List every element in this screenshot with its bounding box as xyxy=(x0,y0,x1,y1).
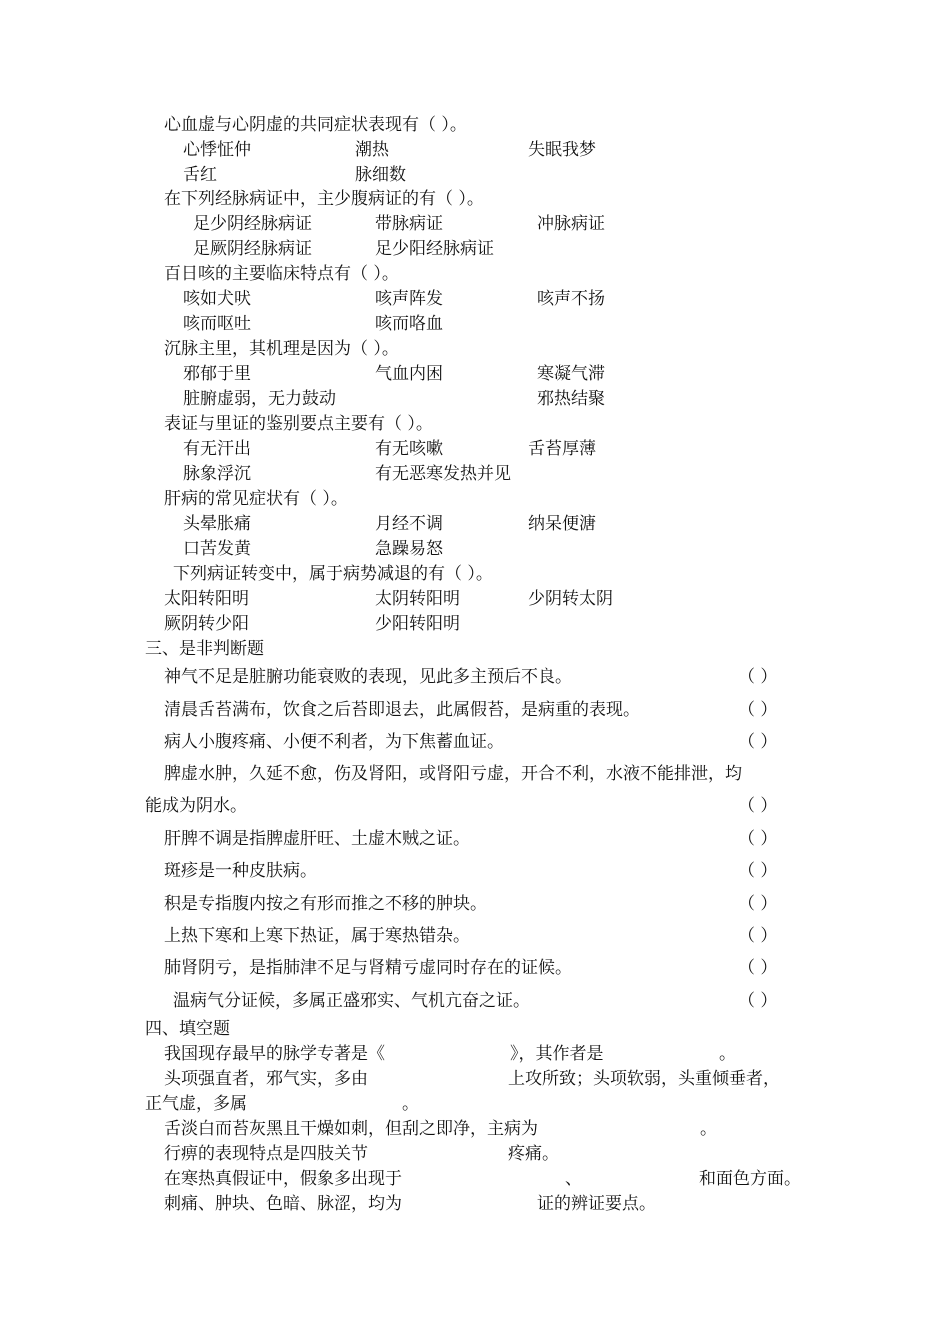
fill-2-text-a: 头项强直者，邪气实，多由 xyxy=(164,1069,368,1089)
answer-paren-3[interactable]: （ ） xyxy=(738,732,778,752)
answer-paren-9[interactable]: （ ） xyxy=(738,958,778,978)
answer-paren-4[interactable]: （ ） xyxy=(738,796,778,816)
fill-2-text-d: 。 xyxy=(402,1094,419,1114)
option-7e: 少阳转阳明 xyxy=(375,614,460,634)
answer-paren-5[interactable]: （ ） xyxy=(738,829,778,849)
option-3e: 咳而咯血 xyxy=(375,314,443,334)
option-1e: 脉细数 xyxy=(355,165,406,185)
tf-statement-2: 清晨舌苔满布，饮食之后苔即退去，此属假苔，是病重的表现。 xyxy=(164,700,640,720)
option-2d: 足厥阴经脉病证 xyxy=(193,239,312,259)
option-4a: 邪郁于里 xyxy=(183,364,251,384)
fill-2-text-b: 上攻所致；头项软弱，头重倾垂者， xyxy=(508,1069,780,1089)
option-1c: 失眠我梦 xyxy=(528,140,596,160)
tf-statement-5: 肝脾不调是指脾虚肝旺、土虚木贼之证。 xyxy=(164,829,470,849)
tf-statement-4: 脾虚水肿，久延不愈，伤及肾阳，或肾阳亏虚，开合不利，水液不能排泄，均 xyxy=(164,764,742,784)
question-2: 在下列经脉病证中，主少腹病证的有（ ）。 xyxy=(164,189,484,209)
option-6c: 纳呆便溏 xyxy=(528,514,596,534)
option-6a: 头晕胀痛 xyxy=(183,514,251,534)
option-7a: 太阳转阳明 xyxy=(164,589,249,609)
fill-5-text-b: 、 xyxy=(565,1169,582,1189)
tf-statement-7: 积是专指腹内按之有形而推之不移的肿块。 xyxy=(164,894,487,914)
fill-5-text-a: 在寒热真假证中，假象多出现于 xyxy=(164,1169,402,1189)
option-1d: 舌红 xyxy=(183,165,217,185)
tf-statement-3: 病人小腹疼痛、小便不利者，为下焦蓄血证。 xyxy=(164,732,504,752)
tf-statement-6: 斑疹是一种皮肤病。 xyxy=(164,861,317,881)
option-1a: 心悸怔仲 xyxy=(183,140,251,160)
option-2e: 足少阳经脉病证 xyxy=(375,239,494,259)
fill-5-text-c: 和面色方面。 xyxy=(699,1169,801,1189)
option-6e: 急躁易怒 xyxy=(375,539,443,559)
answer-paren-7[interactable]: （ ） xyxy=(738,894,778,914)
option-6d: 口苦发黄 xyxy=(183,539,251,559)
option-1b: 潮热 xyxy=(355,140,389,160)
question-6: 肝病的常见症状有（ ）。 xyxy=(164,489,348,509)
option-4b: 气血内困 xyxy=(375,364,443,384)
option-7b: 太阴转阳明 xyxy=(375,589,460,609)
tf-statement-10: 温病气分证候，多属正盛邪实、气机亢奋之证。 xyxy=(173,991,530,1011)
fill-1-text-c: 。 xyxy=(719,1044,736,1064)
question-1: 心血虚与心阴虚的共同症状表现有（ ）。 xyxy=(164,115,467,135)
option-3c: 咳声不扬 xyxy=(537,289,605,309)
fill-1-text-a: 我国现存最早的脉学专著是《 xyxy=(164,1044,385,1064)
tf-statement-1: 神气不足是脏腑功能衰败的表现，见此多主预后不良。 xyxy=(164,667,572,687)
answer-paren-8[interactable]: （ ） xyxy=(738,926,778,946)
question-4: 沉脉主里，其机理是因为（ ）。 xyxy=(164,339,399,359)
answer-paren-10[interactable]: （ ） xyxy=(738,991,778,1011)
fill-3-text-b: 。 xyxy=(700,1119,717,1139)
answer-paren-1[interactable]: （ ） xyxy=(738,667,778,687)
section-heading-true-false: 三、是非判断题 xyxy=(145,639,264,659)
section-heading-fill-blank: 四、填空题 xyxy=(145,1019,230,1039)
option-5b: 有无咳嗽 xyxy=(375,439,443,459)
option-3a: 咳如犬吠 xyxy=(183,289,251,309)
fill-3-text-a: 舌淡白而苔灰黑且干燥如刺，但刮之即净，主病为 xyxy=(164,1119,538,1139)
fill-4-text-b: 疼痛。 xyxy=(508,1144,559,1164)
option-3d: 咳而呕吐 xyxy=(183,314,251,334)
answer-paren-6[interactable]: （ ） xyxy=(738,861,778,881)
question-7: 下列病证转变中，属于病势减退的有（ ）。 xyxy=(173,564,493,584)
question-5: 表证与里证的鉴别要点主要有（ ）。 xyxy=(164,414,433,434)
option-4e: 邪热结聚 xyxy=(537,389,605,409)
option-7c: 少阴转太阴 xyxy=(528,589,613,609)
option-3b: 咳声阵发 xyxy=(375,289,443,309)
option-5a: 有无汗出 xyxy=(183,439,251,459)
fill-2-text-c: 正气虚，多属 xyxy=(145,1094,247,1114)
fill-6-text-a: 刺痛、肿块、色暗、脉涩，均为 xyxy=(164,1194,402,1214)
option-5c: 舌苔厚薄 xyxy=(528,439,596,459)
tf-statement-8: 上热下寒和上寒下热证，属于寒热错杂。 xyxy=(164,926,470,946)
option-6b: 月经不调 xyxy=(375,514,443,534)
answer-paren-2[interactable]: （ ） xyxy=(738,700,778,720)
tf-statement-4-cont: 能成为阴水。 xyxy=(145,796,247,816)
fill-1-text-b: 》，其作者是 xyxy=(510,1044,604,1064)
option-4c: 寒凝气滞 xyxy=(537,364,605,384)
option-2b: 带脉病证 xyxy=(375,214,443,234)
option-7d: 厥阴转少阳 xyxy=(164,614,249,634)
fill-4-text-a: 行痹的表现特点是四肢关节 xyxy=(164,1144,368,1164)
option-2a: 足少阴经脉病证 xyxy=(193,214,312,234)
option-4d: 脏腑虚弱，无力鼓动 xyxy=(183,389,336,409)
question-3: 百日咳的主要临床特点有（ ）。 xyxy=(164,264,399,284)
tf-statement-9: 肺肾阴亏，是指肺津不足与肾精亏虚同时存在的证候。 xyxy=(164,958,572,978)
option-5d: 脉象浮沉 xyxy=(183,464,251,484)
option-5e: 有无恶寒发热并见 xyxy=(375,464,511,484)
fill-6-text-b: 证的辨证要点。 xyxy=(537,1194,656,1214)
option-2c: 冲脉病证 xyxy=(537,214,605,234)
